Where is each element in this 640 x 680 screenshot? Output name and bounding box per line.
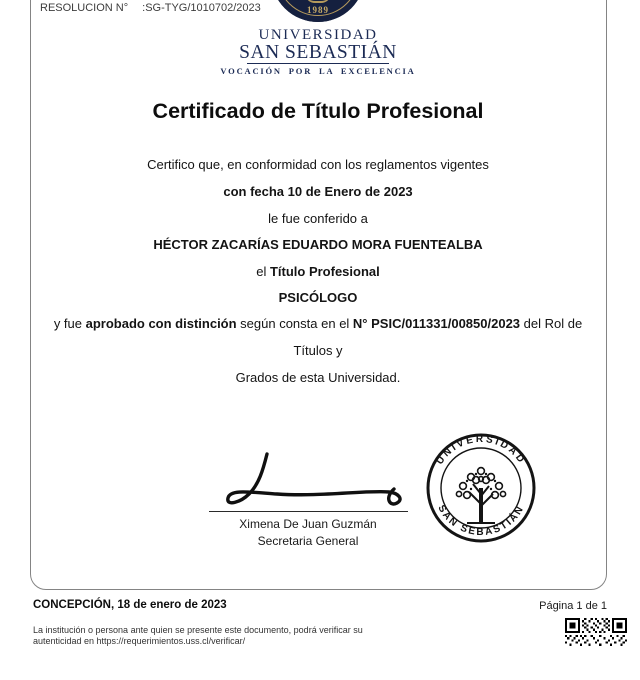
body-line-3: le fue conferido a xyxy=(268,211,368,226)
university-round-stamp xyxy=(425,432,537,544)
line5-title-label: Título Profesional xyxy=(269,264,380,279)
body-line-5 xyxy=(256,264,380,279)
line7-seg3: según consta en el xyxy=(236,316,353,331)
resolution-label: RESOLUCION N° xyxy=(40,2,129,14)
graduate-name: HÉCTOR ZACARÍAS EDUARDO MORA FUENTEALBA xyxy=(153,237,483,252)
line7-seg5: del Rol de xyxy=(520,316,583,331)
verification-qr-code xyxy=(565,618,627,680)
signature-line xyxy=(209,511,408,512)
body-line-1: Certifico que, en conformidad con los reglamentos vigentes xyxy=(147,157,489,172)
body-line-date: con fecha 10 de Enero de 2023 xyxy=(223,184,413,199)
body-line-8: Títulos y xyxy=(293,343,343,358)
university-motto: VOCACIÓN POR LA EXCELENCIA xyxy=(220,66,416,76)
footer-place-date: CONCEPCIÓN, 18 de enero de 2023 xyxy=(33,599,227,611)
signatory-role: Secretaria General xyxy=(257,534,359,548)
resolution-line xyxy=(40,2,261,14)
signature-stroke-icon xyxy=(215,450,413,512)
signatory-name: Ximena De Juan Guzmán xyxy=(239,517,377,531)
certificate-title: Certificado de Título Profesional xyxy=(152,99,484,123)
line7-seg1: y fue xyxy=(53,316,86,331)
motto-divider xyxy=(247,63,389,64)
line7-roll-number: N° PSIC/011331/00850/2023 xyxy=(352,316,521,331)
body-line-7 xyxy=(54,316,582,331)
footer-fineprint-line1: La institución o persona ante quien se presente este documento, podrá verificar su xyxy=(33,625,363,635)
seal-year: 1989 xyxy=(307,5,329,15)
line5-prefix: el xyxy=(256,264,270,279)
stamp-top-text: UNIVERSIDAD xyxy=(434,433,528,467)
footer-fineprint-line2: autenticidad en https://requerimientos.uss.cl/verificar/ xyxy=(33,636,246,646)
footer-page-indicator: Página 1 de 1 xyxy=(539,600,607,612)
body-line-9: Grados de esta Universidad. xyxy=(235,370,401,385)
university-wordmark-line1: UNIVERSIDAD xyxy=(258,27,378,43)
resolution-number: :SG-TYG/1010702/2023 xyxy=(142,2,261,14)
line7-distinction: aprobado con distinción xyxy=(85,316,237,331)
university-wordmark-line2: SAN SEBASTIÁN xyxy=(239,42,397,63)
degree-name: PSICÓLOGO xyxy=(278,290,358,305)
stamp-bottom-text: SAN SEBASTIÁN xyxy=(435,503,527,538)
